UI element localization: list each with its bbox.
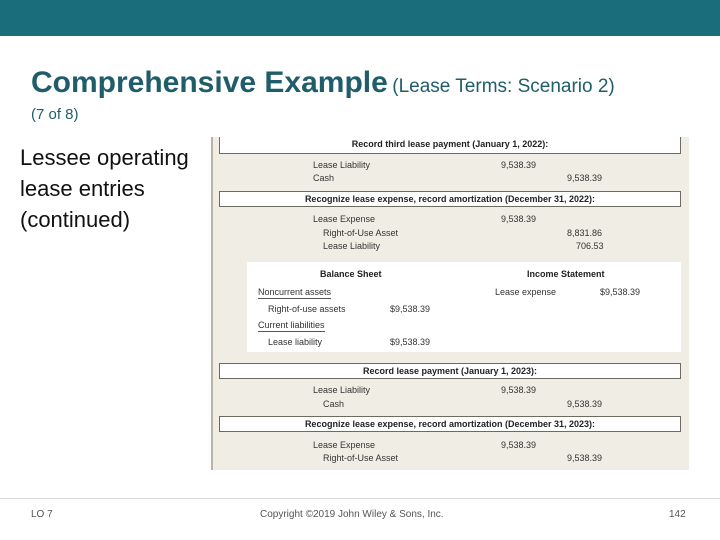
credit-amount: 9,538.39 bbox=[567, 453, 603, 463]
entry-line bbox=[219, 160, 681, 173]
account-name: Lease Expense bbox=[313, 214, 376, 224]
debit-amount: 9,538.39 bbox=[501, 440, 537, 450]
debit-amount: 9,538.39 bbox=[501, 385, 537, 395]
rou-assets-value: $9,538.39 bbox=[390, 304, 431, 314]
copyright-notice: Copyright ©2019 John Wiley & Sons, Inc. bbox=[260, 509, 444, 520]
credit-amount: 9,538.39 bbox=[567, 399, 603, 409]
credit-amount: 706.53 bbox=[576, 241, 604, 251]
entry-line bbox=[219, 399, 681, 412]
entry-line bbox=[219, 453, 681, 466]
entry-line bbox=[219, 241, 681, 254]
credit-amount: 8,831.86 bbox=[567, 228, 603, 238]
debit-amount: 9,538.39 bbox=[501, 160, 537, 170]
account-name: Lease Liability bbox=[313, 385, 371, 395]
account-name: Cash bbox=[313, 173, 335, 183]
debit-amount: 9,538.39 bbox=[501, 214, 537, 224]
entry-line bbox=[219, 173, 681, 186]
noncurrent-assets-label: Noncurrent assets bbox=[258, 287, 332, 297]
account-name: Lease Expense bbox=[313, 440, 376, 450]
entry-heading-amortization-2022: Recognize lease expense, record amortization (December 31, 2022): bbox=[219, 191, 681, 207]
page-number: 142 bbox=[669, 509, 686, 520]
entry-heading-third-payment: Record third lease payment (January 1, 2022): bbox=[219, 137, 681, 154]
lease-liability-label: Lease liability bbox=[268, 337, 323, 347]
entry-line bbox=[219, 228, 681, 241]
entry-line bbox=[219, 385, 681, 398]
entry-heading-payment-2023: Record lease payment (January 1, 2023): bbox=[219, 363, 681, 379]
account-name: Right-of-Use Asset bbox=[323, 228, 399, 238]
entry-line bbox=[219, 214, 681, 227]
lease-expense-value: $9,538.39 bbox=[600, 287, 641, 297]
balance-sheet-title: Balance Sheet bbox=[320, 269, 382, 279]
account-name: Cash bbox=[323, 399, 345, 409]
credit-amount: 9,538.39 bbox=[567, 173, 603, 183]
account-name: Lease Liability bbox=[313, 160, 371, 170]
slide-title-sub: (Lease Terms: Scenario 2) bbox=[392, 76, 615, 97]
account-name: Right-of-Use Asset bbox=[323, 453, 399, 463]
entry-line bbox=[219, 440, 681, 453]
lease-liability-value: $9,538.39 bbox=[390, 337, 431, 347]
slide-subtitle: (7 of 8) bbox=[31, 106, 79, 123]
slide-title bbox=[31, 66, 615, 100]
rou-assets-label: Right-of-use assets bbox=[268, 304, 346, 314]
account-name: Lease Liability bbox=[323, 241, 381, 251]
learning-objective-label: LO 7 bbox=[31, 509, 53, 520]
entry-heading-amortization-2023: Recognize lease expense, record amortization (December 31, 2023): bbox=[219, 416, 681, 432]
income-statement-title: Income Statement bbox=[527, 269, 605, 279]
slide-title-main: Comprehensive Example bbox=[31, 66, 388, 99]
panel-left-border bbox=[211, 137, 213, 470]
top-accent-bar bbox=[0, 0, 720, 36]
lease-expense-label: Lease expense bbox=[495, 287, 557, 297]
footer-divider bbox=[0, 498, 720, 499]
current-liabilities-label: Current liabilities bbox=[258, 320, 325, 330]
side-description: Lessee operating lease entries (continued) bbox=[20, 145, 189, 232]
